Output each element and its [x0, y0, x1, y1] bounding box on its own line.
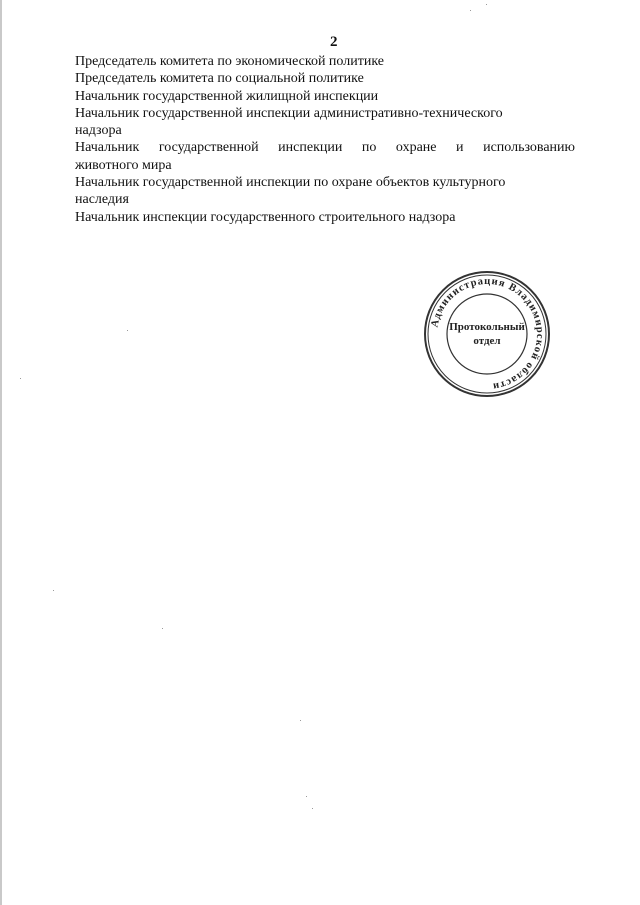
scan-speck [127, 330, 128, 331]
list-item: Начальник государственной инспекции по охране и использованию [75, 140, 575, 156]
scan-speck [486, 4, 487, 5]
list-item: Начальник государственной жилищной инспекции [75, 88, 379, 104]
stamp-ring-text: Администрация Владимирской области [429, 275, 546, 392]
stamp-center-text [423, 320, 551, 348]
list-item: Начальник государственной инспекции административно-технического [75, 105, 503, 121]
page-number: 2 [330, 34, 338, 50]
stamp-center-line: Протокольный [449, 321, 525, 333]
scan-speck [470, 10, 471, 11]
official-stamp [423, 270, 551, 398]
scan-speck [306, 796, 307, 797]
list-item-continuation: животного мира [75, 157, 172, 173]
distribution-list [75, 53, 575, 226]
scan-speck [53, 590, 54, 591]
stamp-center-line: отдел [473, 335, 501, 347]
scan-speck [300, 720, 301, 721]
list-item: Начальник государственной инспекции по охране объектов культурного [75, 175, 506, 191]
list-item: Председатель комитета по социальной политике [75, 71, 364, 87]
list-item-continuation: надзора [75, 123, 122, 139]
list-item: Начальник инспекции государственного строительного надзора [75, 209, 456, 225]
scan-speck [162, 628, 163, 629]
list-item-continuation: наследия [75, 192, 129, 208]
scan-left-edge [0, 0, 2, 905]
scan-speck [20, 378, 21, 379]
list-item: Председатель комитета по экономической политике [75, 54, 384, 69]
scan-speck [312, 808, 313, 809]
